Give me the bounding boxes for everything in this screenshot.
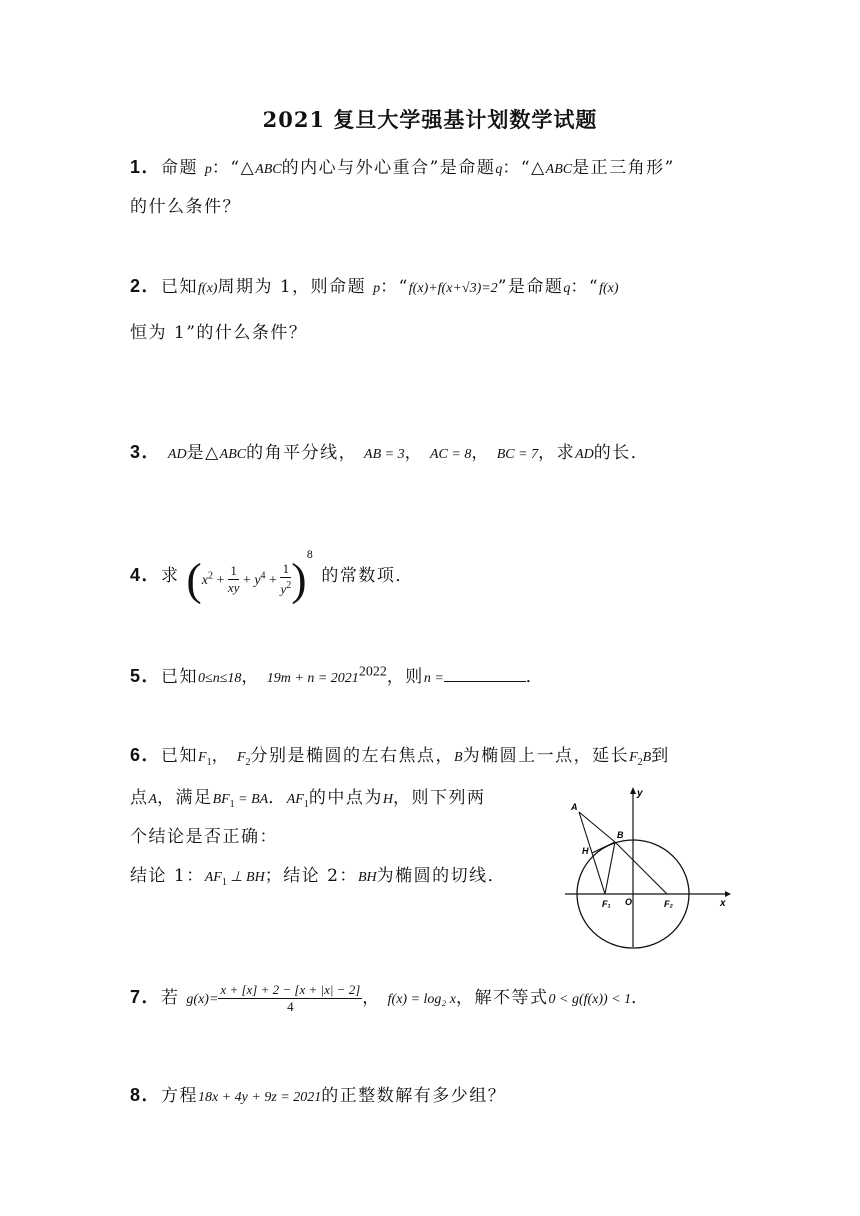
- question-number: 4．: [130, 564, 162, 585]
- segment-HB: [592, 842, 615, 853]
- x-axis-arrow: [725, 891, 731, 897]
- question-8: 8．方程18x + 4y + 9z = 2021的正整数解有多少组？: [130, 1085, 507, 1106]
- label-y: y: [637, 788, 643, 799]
- question-2: 2．已知f(x)周期为 1，则命题 p：“f(x)+f(x+√3)=2”是命题q：“f(x): [130, 276, 619, 297]
- question-6-line2: 点A，满足$BF_1$ = BA．$AF_1$的中点为H，则下列两: [130, 788, 486, 810]
- question-number: 1．: [130, 157, 162, 177]
- segment-BF2: [615, 842, 667, 894]
- answer-blank: [444, 669, 526, 682]
- question-number: 8．: [130, 1085, 162, 1105]
- label-B: B: [617, 830, 624, 840]
- segment-AB: [579, 812, 615, 842]
- question-2-line2: 恒为 1”的什么条件？: [130, 323, 308, 343]
- expression: ($x^2$ + $\frac{1}{xy}$ + $y^4$ + $\frac{1}{y^2}$ )$^8$: [186, 550, 315, 605]
- question-number: 5．: [130, 666, 162, 686]
- question-6-line3: 个结论是否正确：: [130, 827, 278, 847]
- question-5: 5．已知0≤n≤18， $19m + n = 2021^{2022}$，则n = ．: [130, 664, 545, 687]
- question-6-line4: 结论 1：$AF_1$ ⊥ BH；结论 2：BH为椭圆的切线．: [130, 866, 507, 888]
- question-1-line2: 的什么条件？: [130, 197, 241, 217]
- label-O: O: [625, 897, 633, 907]
- y-axis-arrow: [630, 787, 636, 794]
- question-6: 6．已知$F_1$， $F_2$分别是椭圆的左右焦点，B为椭圆上一点，延长$F_2B$到: [130, 745, 670, 768]
- label-x: x: [720, 898, 726, 909]
- question-number: 3．: [130, 442, 162, 462]
- question-7: 7．若 g(x)= $\frac{x + [x] + 2 - [x + |x| - 2]}{4}$ ， f(x) = log₂ x，解不等式0 < g(f(x)) < 1．: [130, 982, 650, 1014]
- label-F1: F₁: [602, 899, 611, 909]
- question-number: 2．: [130, 276, 162, 296]
- segment-BF1: [605, 842, 615, 894]
- question-4: 4．求 ($x^2$ + $\frac{1}{xy}$ + $y^4$ + $\frac{1}{y^2}$ )$^8$ 的常数项．: [130, 550, 414, 605]
- ellipse-figure: [565, 782, 735, 952]
- label-F2: F₂: [664, 899, 673, 909]
- question-number: 6．: [130, 745, 162, 765]
- question-3: 3． AD是△ABC的角平分线， AB = 3， AC = 8， BC = 7，求AD的长．: [130, 442, 650, 463]
- label-A: A: [571, 802, 578, 812]
- question-1: 1．命题 p：“△ABC的内心与外心重合”是命题q：“△ABC是正三角形”: [130, 157, 675, 178]
- label-H: H: [582, 846, 589, 856]
- page-title: 2021 复旦大学强基计划数学试题: [262, 107, 598, 132]
- question-number: 7．: [130, 987, 162, 1007]
